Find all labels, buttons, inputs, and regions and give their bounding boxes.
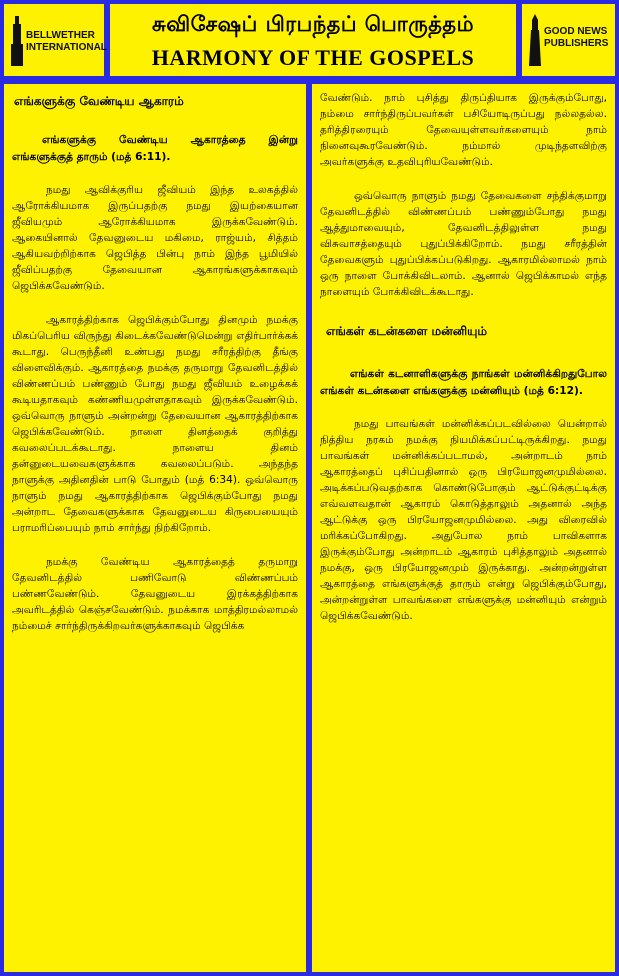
left-column bbox=[4, 84, 306, 972]
bell-tower-icon bbox=[10, 16, 24, 66]
page-title-tamil: சுவிசேஷப் பிரபந்தப் பொருத்தம் bbox=[152, 12, 474, 36]
bellwether-logo-panel bbox=[4, 4, 107, 76]
paragraph: நமது ஆவிக்குரிய ஜீவியம் இந்த உலகத்தில் ஆரோக்கியமாக இருப்பதற்கு நமது இயற்கையான ஜீவியமும் ஆரோக்கியமாக இருக்கவேண்டும். ஆகையினால் தேவனுடைய மகிமை, ராஜ்யம், சித்தம் ஆகியவற்றிற்காக ஜெபித்த பின்பு நாம் இந்த பூமியில் ஜீவிப்பதற்கு தேவையான ஆகாரங்களுக்காகவும் ஜெபிக்கவேண்டும். bbox=[12, 184, 298, 292]
page-title-english: HARMONY OF THE GOSPELS bbox=[151, 45, 475, 70]
paragraph: நமது பாவங்கள் மன்னிக்கப்படவில்லை யென்றால் நித்திய நரகம் நமக்கு நியமிக்கப்பட்டிருக்கிறது. நமது பாவங்கள் மன்னிக்கப்படாமல், அன்றாடம் நாம் ஆகாரத்தைப் புசிப்பதினால் ஒரு பிரயோஜனமுமில்லை. அடிக்கப்படுவதற்காக கொண்டுபோகும் ஆட்டுக்குட்டிக்கு எவ்வளவதான் ஆகாரம் கொடுத்தாலும் அதனால் அந்த ஆட்டுக்கு ஒரு பிரயோஜனமுமில்லை. அது விரைவில் மரிக்கப்போகிறது. அதுபோல நாம் பாவிகளாக இருக்கும்போது அன்றாடம் ஆகாரம் புசித்தாலும் அதனால் நமக்கு, ஒரு பிரயோஜனமும் இருக்காது. அன்றன்றுள்ள ஆகாரத்தை எங்களுக்குத் தாரும் என்று ஜெபிக்கும்போது, அன்றன்றுள்ள பாவங்களை எங்களுக்கு மன்னியும் என்றும் ஜெபிக்கவேண்டும். bbox=[320, 418, 607, 622]
paragraph: வேண்டும். நாம் புசித்து திருப்தியாக இருக்கும்போது, நம்மை சார்ந்திருப்பவர்கள் பசியோடிருப்பது நல்லதல்ல. தரித்திரரையும் தேவையுள்ளவர்களையும் நாம் நினைவுகூரவேண்டும். நம்மால் முடிந்தளவிற்கு அவர்களுக்கு உதவிபுரியவேண்டும். bbox=[320, 92, 607, 168]
right-column bbox=[312, 84, 615, 972]
paragraph: ஆகாரத்திற்காக ஜெபிக்கும்போது தினமும் நமக்கு மிகப்பெரிய விருந்து கிடைக்கவேண்டுமென்று எதிர்பார்க்கக் கூடாது. பெருந்தீனி உண்பது நமது சரீரத்திற்கு தீங்கு விளைவிக்கும். ஆகாரத்தை நமக்கு தருமாறு தேவனிடத்தில் விண்ணப்பம் பண்ணும் போது நமது ஜீவியம் உழைக்கக் கூடியதாகவும் கண்ணியமுள்ளதாகவும் இருக்கவேண்டும். ஒவ்வொரு நாளும் அன்றன்று தேவையான ஆகாரத்திற்காக ஜெபிக்கவேண்டும். நாளை தினத்தைக் குறித்து கவலைப்படக்கூடாது. நாளைய தினம் தன்னுடையவைகளுக்காக கவலைப்படும். அந்தந்த நாளுக்கு அதினதின் பாடு போதும் (மத் 6:34). ஒவ்வொரு நாளும் நமது ஆகாரத்திற்காக ஜெபிக்கும்போது நமது அன்றாட தேவைகளுக்காக தேவனுடைய கிருபையையும் பராமரிப்பையும் நாம் சார்ந்து நிற்கிறோம். bbox=[12, 314, 298, 534]
paragraph: நமக்கு வேண்டிய ஆகாரத்தைத் தருமாறு தேவனிடத்தில் பணிவோடு விண்ணப்பம் பண்ணவேண்டும். தேவனுடைய இரக்கத்திற்காக அவரிடத்தில் கெஞ்சவேண்டும். நமக்காக மாத்திரமல்லாமல் நம்மைச் சார்ந்திருக்கிறவர்களுக்காகவும் ஜெபிக்க bbox=[12, 556, 298, 632]
section-heading-forgive-debts: எங்கள் கடன்களை மன்னியும் bbox=[326, 324, 488, 338]
section-heading-daily-bread: எங்களுக்கு வேண்டிய ஆகாரம் bbox=[14, 94, 184, 108]
lighthouse-icon bbox=[528, 14, 542, 66]
title-banner bbox=[110, 4, 516, 76]
paragraph: ஒவ்வொரு நாளும் நமது தேவைகளை சந்திக்குமாறு தேவனிடத்தில் விண்ணப்பம் பண்ணும்போது நமது ஆத்துமாவையும், தேவனிடத்திலுள்ள நமது விசுவாசத்தையும் புதுப்பிக்கிறோம். நமது சரீரத்தின் தேவைகளும் புதுப்பிக்கப்படுகிறது. ஆகாரமில்லாமல் நாம் ஒரு நாளை போக்கிவிடலாம். ஆனால் ஜெபிக்காமல் எந்த நாளையும் போக்கிவிடக்கூடாது. bbox=[320, 190, 607, 298]
good-news-logo-panel bbox=[522, 4, 615, 76]
bellwether-logo-text: BELLWETHER INTERNATIONAL bbox=[26, 30, 107, 53]
verse-matthew-6-12: எங்கள் கடனாளிகளுக்கு நாங்கள் மன்னிக்கிறதுபோல எங்கள் கடன்களை எங்களுக்கு மன்னியும் (மத் 6:12). bbox=[320, 368, 607, 397]
verse-matthew-6-11: எங்களுக்கு வேண்டிய ஆகாரத்தை இன்று எங்களுக்குத் தாரும் (மத் 6:11). bbox=[12, 134, 298, 163]
good-news-logo-text: GOOD NEWS PUBLISHERS bbox=[544, 26, 609, 49]
